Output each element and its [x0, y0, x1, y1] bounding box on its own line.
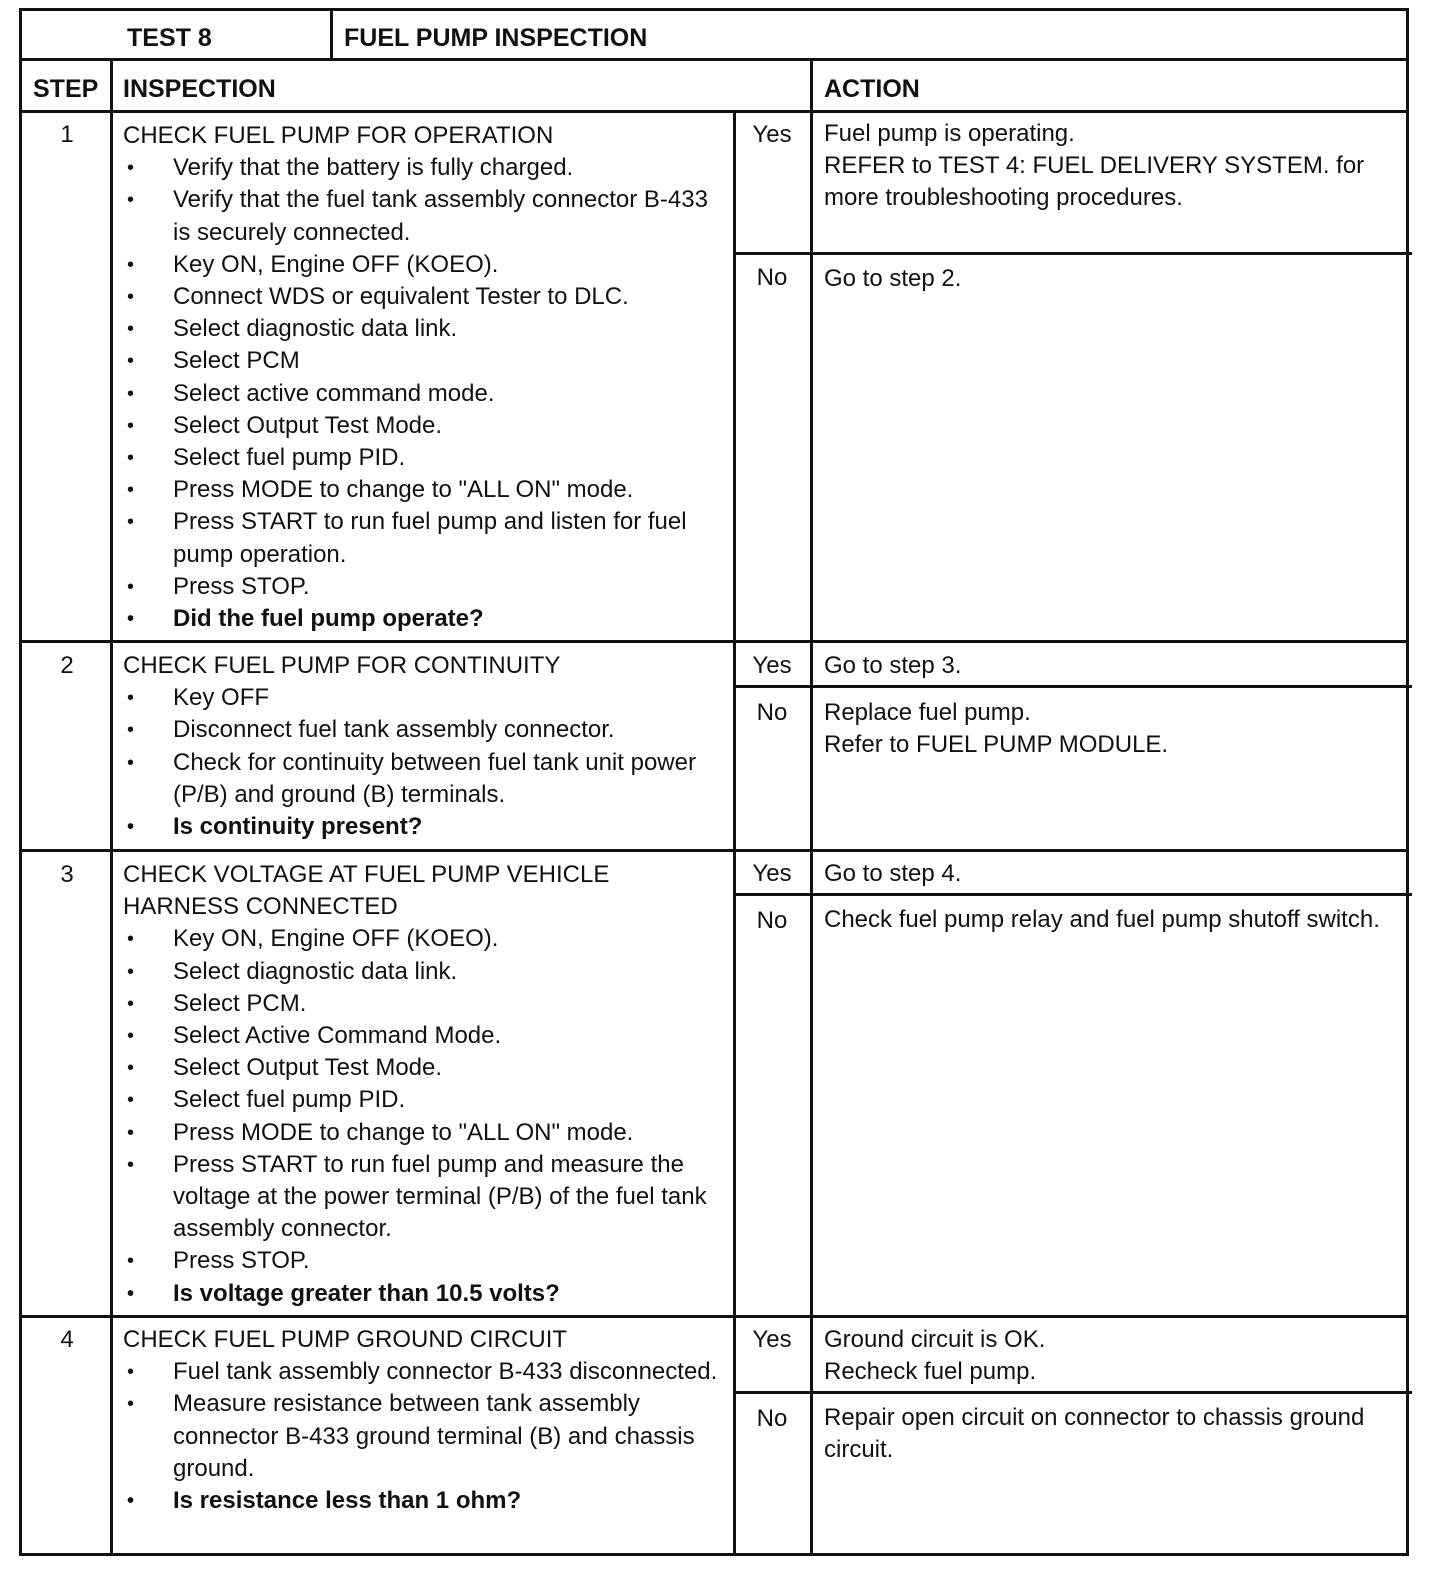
- table-header: [22, 11, 1406, 61]
- yes-label: Yes: [752, 652, 792, 679]
- no-label: No: [756, 907, 788, 934]
- step-number: 2: [60, 652, 74, 679]
- list-item: • Select diagnostic data link.: [123, 956, 723, 988]
- list-item: • Select fuel pump PID.: [123, 1084, 723, 1116]
- list-item: • Select fuel pump PID.: [123, 442, 723, 474]
- list-item: • Select active command mode.: [123, 378, 723, 410]
- action-column-divider: [810, 61, 813, 1556]
- no-action: [824, 697, 1409, 761]
- yes-action: [824, 858, 1409, 890]
- action-line: Go to step 2.: [824, 265, 962, 292]
- list-item: • Check for continuity between fuel tank unit power (P/B) and ground (B) terminals.: [123, 747, 723, 811]
- list-item: • Press STOP.: [123, 1245, 723, 1277]
- yes-no-divider: [733, 252, 1412, 255]
- no-label: No: [756, 1405, 788, 1432]
- step-number: 4: [60, 1326, 74, 1353]
- column-header-action: ACTION: [824, 75, 920, 103]
- yes-no-divider: [733, 685, 1412, 688]
- list-item: • Press START to run fuel pump and measure the voltage at the power terminal (P/B) of the fuel tank assembly connector.: [123, 1149, 723, 1246]
- step-question: • Did the fuel pump operate?: [123, 603, 723, 635]
- list-item: • Select Output Test Mode.: [123, 410, 723, 442]
- action-line: REFER to TEST 4: FUEL DELIVERY SYSTEM. for more troubleshooting procedures.: [824, 152, 1365, 211]
- list-item: • Key ON, Engine OFF (KOEO).: [123, 923, 723, 955]
- no-label: No: [756, 699, 788, 726]
- list-item: • Select Active Command Mode.: [123, 1020, 723, 1052]
- yes-label: Yes: [752, 1326, 792, 1353]
- yes-no-divider: [733, 893, 1412, 896]
- action-line: Recheck fuel pump.: [824, 1358, 1037, 1385]
- list-item: • Fuel tank assembly connector B-433 disconnected.: [123, 1356, 723, 1388]
- inspection-table: [19, 8, 1409, 1556]
- list-item: • Key OFF: [123, 682, 723, 714]
- list-item: • Press MODE to change to "ALL ON" mode.: [123, 1117, 723, 1149]
- list-item: • Select PCM.: [123, 988, 723, 1020]
- step-inspection: [123, 650, 723, 843]
- step-title: CHECK FUEL PUMP FOR OPERATION: [123, 122, 554, 149]
- action-line: Go to step 4.: [824, 860, 962, 887]
- list-item: • Select diagnostic data link.: [123, 313, 723, 345]
- list-item: • Key ON, Engine OFF (KOEO).: [123, 249, 723, 281]
- action-line: Check fuel pump relay and fuel pump shutoff switch.: [824, 906, 1380, 933]
- list-item: • Disconnect fuel tank assembly connector.: [123, 714, 723, 746]
- list-item: • Press MODE to change to "ALL ON" mode.: [123, 474, 723, 506]
- yes-action: [824, 118, 1409, 214]
- test-label: TEST 8: [22, 11, 333, 58]
- action-line: Go to step 3.: [824, 652, 962, 679]
- step-inspection: [123, 120, 723, 635]
- step-number: 3: [60, 861, 74, 888]
- step-title: CHECK FUEL PUMP FOR CONTINUITY: [123, 652, 561, 679]
- row-divider: [22, 849, 1406, 852]
- list-item: • Select PCM: [123, 345, 723, 377]
- no-action: [824, 904, 1384, 936]
- step-inspection: [123, 859, 723, 1310]
- action-line: Repair open circuit on connector to chassis ground circuit.: [824, 1404, 1365, 1463]
- action-line: Refer to FUEL PUMP MODULE.: [824, 731, 1169, 758]
- list-item: • Measure resistance between tank assembly connector B-433 ground terminal (B) and chassis ground.: [123, 1388, 723, 1485]
- action-line: Ground circuit is OK.: [824, 1326, 1046, 1353]
- yes-action: [824, 650, 1409, 682]
- step-number: 1: [60, 121, 74, 148]
- list-item: • Verify that the battery is fully charged.: [123, 152, 723, 184]
- action-line: Fuel pump is operating.: [824, 120, 1075, 147]
- column-header-step: STEP: [33, 75, 99, 103]
- step-title: CHECK FUEL PUMP GROUND CIRCUIT: [123, 1326, 568, 1353]
- yes-no-divider: [733, 1391, 1412, 1394]
- yes-label: Yes: [752, 121, 792, 148]
- no-label: No: [756, 264, 788, 291]
- no-action: [824, 1402, 1384, 1466]
- list-item: • Press START to run fuel pump and listen for fuel pump operation.: [123, 506, 723, 570]
- row-divider: [22, 1315, 1406, 1318]
- yes-action: [824, 1324, 1409, 1388]
- yes-label: Yes: [752, 860, 792, 887]
- test-title: FUEL PUMP INSPECTION: [344, 24, 648, 52]
- list-item: • Select Output Test Mode.: [123, 1052, 723, 1084]
- row-divider: [22, 640, 1406, 643]
- step-inspection: [123, 1324, 723, 1517]
- step-question: • Is continuity present?: [123, 811, 723, 843]
- list-item: • Connect WDS or equivalent Tester to DLC.: [123, 281, 723, 313]
- column-headers: [22, 61, 1406, 113]
- step-title: CHECK VOLTAGE AT FUEL PUMP VEHICLE HARNESS CONNECTED: [123, 861, 610, 921]
- action-line: Replace fuel pump.: [824, 699, 1031, 726]
- step-question: • Is resistance less than 1 ohm?: [123, 1485, 723, 1517]
- list-item: • Verify that the fuel tank assembly connector B-433 is securely connected.: [123, 184, 723, 248]
- list-item: • Press STOP.: [123, 571, 723, 603]
- column-header-inspection: INSPECTION: [123, 75, 276, 103]
- no-action: [824, 263, 1409, 295]
- step-question: • Is voltage greater than 10.5 volts?: [123, 1278, 723, 1310]
